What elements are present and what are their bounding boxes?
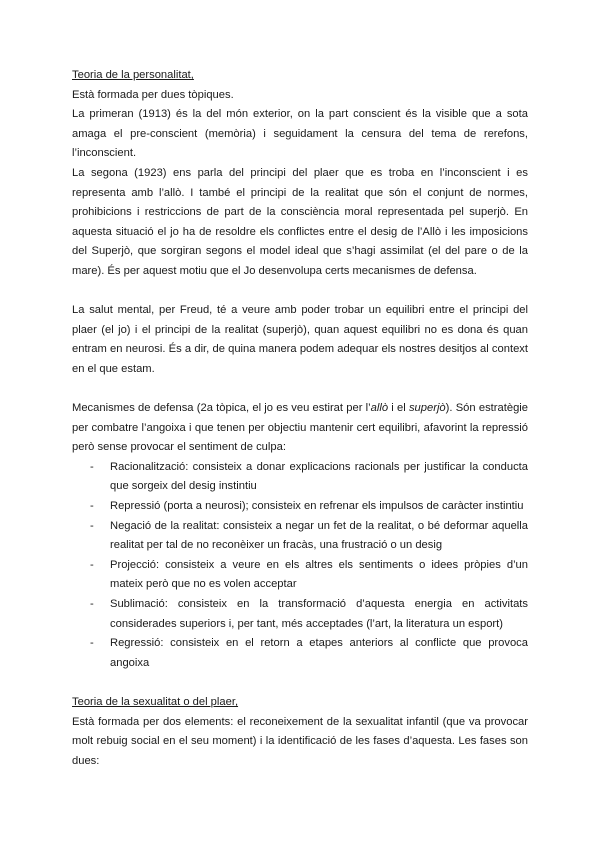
sexuality-theory-heading: Teoria de la sexualitat o del plaer, <box>72 696 239 708</box>
mental-health-paragraph: La salut mental, per Freud, té a veure amb poder trobar un equilibri entre el principi del plaer (el jo) i el principi de la realitat (superjò), quan aquest equilibri no es dona és quan entram en neurosi. És a dir, de quina manera podem adequar els nostres desitjos al context en el que estam. <box>72 304 528 375</box>
dash-bullet: - <box>90 460 94 473</box>
list-item: - Negació de la realitat: consisteix a negar un fet de la realitat, o bé deformar aquella realitat per tal de no reconèixer un fracàs, una frustració o un desig <box>72 517 528 556</box>
personality-intro: Està formada per dues tòpiques. <box>72 88 234 101</box>
dash-bullet: - <box>90 500 94 513</box>
second-topic-paragraph: La segona (1923) ens parla del principi del plaer que es troba en l’inconscient i es representa amb l’allò. I també el principi de la realitat que són el conjunt de normes, prohibicions i restriccions de part de la consciència moral representada pel superjò. En aquesta situació el jo ha de resoldre els conflictes entre el desig de l’Allò i les imposicions del Superjò, que sorgiran segons el model ideal que s’hagi assimilat (el del pare o de la mare). És per aquest motiu que el Jo desenvolupa certs mecanismes de defensa. <box>72 166 528 277</box>
superjo-term: superjò <box>408 402 446 415</box>
defense-mechanisms-list <box>72 458 528 674</box>
defense-mechanisms-intro: Mecanismes de defensa (2a tòpica, el jo es veu estirat per l’allò i el superjò). Són estratègie per combatre l’angoixa i que tenen per objectiu mantenir cert equilibri, afavorint la repressió però sense provocar el sentiment de culpa: <box>72 402 528 454</box>
dash-bullet: - <box>90 558 94 571</box>
dash-bullet: - <box>90 637 94 650</box>
personality-theory-heading: Teoria de la personalitat, <box>72 69 194 81</box>
list-item: - Racionalització: consisteix a donar explicacions racionals per justificar la conducta que sorgeix del desig instintiu <box>72 458 528 497</box>
paragraph-gap <box>72 673 528 693</box>
list-item: - Repressió (porta a neurosi); consisteix en refrenar els impulsos de caràcter instintiu <box>72 497 528 517</box>
allo-term: allò <box>370 402 389 415</box>
list-item: - Regressió: consisteix en el retorn a etapes anteriors al conflicte que provoca angoixa <box>72 634 528 673</box>
sexuality-paragraph: Està formada per dos elements: el reconeixement de la sexualitat infantil (que va provocar molt rebuig social en el seu moment) i la identificació de les fases d’aquesta. Les fases son dues: <box>72 715 528 767</box>
list-item: - Sublimació: consisteix en la transformació d’aquesta energia en activitats considerades superiors i, per tant, més acceptades (l’art, la literatura un esport) <box>72 595 528 634</box>
first-topic-paragraph: La primeran (1913) és la del món exterior, on la part conscient és la visible que a sota amaga el pre-conscient (memòria) i seguidament la censura del tema de rerefons, l’inconscient. <box>72 108 528 160</box>
dash-bullet: - <box>90 519 94 532</box>
paragraph-gap <box>72 282 528 302</box>
dash-bullet: - <box>90 598 94 611</box>
list-item: - Projecció: consisteix a veure en els altres els sentiments o idees pròpies d’un mateix però que no es volen acceptar <box>72 556 528 595</box>
paragraph-gap <box>72 380 528 400</box>
